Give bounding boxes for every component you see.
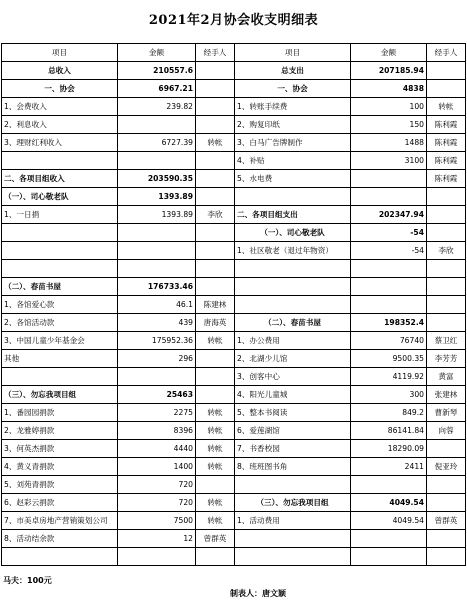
expense-item: 1、办公费用 (235, 332, 351, 350)
income-amount: 1400 (118, 458, 196, 476)
expense-item: 2、北湖少儿馆 (235, 350, 351, 368)
expense-handler-header: 经手人 (427, 44, 466, 62)
income-amount: 720 (118, 494, 196, 512)
expense-amount: 4119.92 (351, 368, 427, 386)
assoc-expense-label: 一、协会 (235, 80, 351, 98)
income-item: 其他 (2, 350, 118, 368)
income-handler (196, 98, 235, 116)
income-amount-header: 金额 (118, 44, 196, 62)
expense-item: 8、班班图书角 (235, 458, 351, 476)
header-row (2, 44, 466, 62)
income-amount: 6727.39 (118, 134, 196, 152)
spring-income-label: （二）、春苗书屋 (2, 278, 118, 296)
income-handler (196, 350, 235, 368)
income-item: 5、刘苑青捐款 (2, 476, 118, 494)
totals-row (2, 62, 466, 80)
expense-handler: 陈利霞 (427, 152, 466, 170)
expense-amount-header: 金额 (351, 44, 427, 62)
expense-handler: 陈利霞 (427, 134, 466, 152)
expense-item: 3、白马广告牌制作 (235, 134, 351, 152)
total-expense-amount: 207185.94 (351, 62, 427, 80)
income-handler: 转帐 (196, 440, 235, 458)
expense-item-header: 项目 (235, 44, 351, 62)
expense-handler: 曾群英 (427, 512, 466, 530)
income-handler: 转帐 (196, 458, 235, 476)
project-expense-amount: 202347.94 (351, 206, 427, 224)
table-row (2, 188, 466, 206)
project-income-label: 二、各项目组收入 (2, 170, 118, 188)
table-row (2, 404, 466, 422)
expense-item: 4、补贴 (235, 152, 351, 170)
spring-expense-amount: 198352.4 (351, 314, 427, 332)
income-amount: 2275 (118, 404, 196, 422)
table-row (2, 170, 466, 188)
project-expense-label: 二、各项目组支出 (235, 206, 351, 224)
income-handler-header: 经手人 (196, 44, 235, 62)
income-item: 8、活动结余款 (2, 530, 118, 548)
forget-expense-label: （三）、勿忘我项目组 (235, 494, 351, 512)
elderly-income-amount: 1393.89 (118, 188, 196, 206)
prepared-by: 制表人：唐文颖 (230, 589, 286, 598)
income-amount: 4440 (118, 440, 196, 458)
forget-income-label: （三）、勿忘我项目组 (2, 386, 118, 404)
income-amount: 720 (118, 476, 196, 494)
income-handler: 转帐 (196, 494, 235, 512)
income-amount: 1393.89 (118, 206, 196, 224)
expense-handler: 曹新琴 (427, 404, 466, 422)
table-row (2, 332, 466, 350)
income-handler: 转帐 (196, 134, 235, 152)
association-row (2, 80, 466, 98)
table-row (2, 134, 466, 152)
project-income-amount: 203590.35 (118, 170, 196, 188)
income-item: 6、赵彩云捐款 (2, 494, 118, 512)
income-item: 2、利息收入 (2, 116, 118, 134)
income-handler: 转帐 (196, 422, 235, 440)
income-item: 1、一日捐 (2, 206, 118, 224)
income-handler: 转帐 (196, 512, 235, 530)
blank-row (2, 548, 466, 566)
income-amount: 12 (118, 530, 196, 548)
table-row (2, 224, 466, 242)
expense-amount: 100 (351, 98, 427, 116)
expense-handler: 张建林 (427, 386, 466, 404)
document-title: 2021年2月协会收支明细表 (148, 13, 319, 28)
income-handler (196, 116, 235, 134)
expense-amount: 4049.54 (351, 512, 427, 530)
mafu-note: 马夫：100元 (3, 576, 52, 585)
elderly-expense-label: （一）、司心敬老队 (235, 224, 351, 242)
expense-handler: 向蓉 (427, 422, 466, 440)
expense-item: 3、创客中心 (235, 368, 351, 386)
total-expense-label: 总支出 (235, 62, 351, 80)
expense-handler: 转帐 (427, 98, 466, 116)
table-row (2, 296, 466, 314)
table-row (2, 458, 466, 476)
expense-amount: 300 (351, 386, 427, 404)
income-handler: 转帐 (196, 404, 235, 422)
income-item: 4、黄义青捐款 (2, 458, 118, 476)
table-row (2, 494, 466, 512)
expense-item: 1、转账手续费 (235, 98, 351, 116)
expense-amount: -54 (351, 242, 427, 260)
expense-amount: 76740 (351, 332, 427, 350)
income-item: 3、中国儿童少年基金会 (2, 332, 118, 350)
expense-item: 7、书香校园 (235, 440, 351, 458)
income-item: 1、各馆爱心款 (2, 296, 118, 314)
income-amount: 175952.36 (118, 332, 196, 350)
expense-handler: 黄富 (427, 368, 466, 386)
expense-item: 6、爱莲湖馆 (235, 422, 351, 440)
elderly-income-label: （一）、司心敬老队 (2, 188, 118, 206)
income-amount: 439 (118, 314, 196, 332)
expense-handler: 李欣 (427, 242, 466, 260)
table-row (2, 242, 466, 260)
income-handler: 唐海英 (196, 314, 235, 332)
income-handler: 曾群英 (196, 530, 235, 548)
table-row (2, 278, 466, 296)
income-item: 7、市美卓房地产营销策划公司 (2, 512, 118, 530)
income-handler: 转帐 (196, 332, 235, 350)
elderly-expense-amount: -54 (351, 224, 427, 242)
income-handler: 李欣 (196, 206, 235, 224)
table-row (2, 314, 466, 332)
expense-amount: 150 (351, 116, 427, 134)
spring-expense-label: （二）、春苗书屋 (235, 314, 351, 332)
table-row (2, 422, 466, 440)
expense-item: 2、购复印纸 (235, 116, 351, 134)
total-income-label: 总收入 (2, 62, 118, 80)
table-row (2, 386, 466, 404)
income-handler (196, 476, 235, 494)
expense-amount: 3100 (351, 152, 427, 170)
expense-handler: 陈利霞 (427, 170, 466, 188)
table-row (2, 512, 466, 530)
income-item: 3、何英杰捐款 (2, 440, 118, 458)
expense-handler: 蔡卫红 (427, 332, 466, 350)
forget-income-amount: 25463 (118, 386, 196, 404)
table-row (2, 260, 466, 278)
expense-item: 4、阳光儿童城 (235, 386, 351, 404)
income-item: 1、会费收入 (2, 98, 118, 116)
income-amount: 8396 (118, 422, 196, 440)
expense-handler: 陈利霞 (427, 116, 466, 134)
spring-income-amount: 176733.46 (118, 278, 196, 296)
income-handler: 陈建林 (196, 296, 235, 314)
expense-amount: 1488 (351, 134, 427, 152)
expense-item: 1、社区敬老（退过年物资） (235, 242, 351, 260)
expense-handler (427, 440, 466, 458)
table-row (2, 206, 466, 224)
expense-handler: 李芳芳 (427, 350, 466, 368)
expense-amount: 9500.35 (351, 350, 427, 368)
income-item: 1、番园园捐款 (2, 404, 118, 422)
expense-item: 5、整本书阅读 (235, 404, 351, 422)
assoc-income-amount: 6967.21 (118, 80, 196, 98)
total-income-amount: 210557.6 (118, 62, 196, 80)
income-item: 2、龙雅婷捐款 (2, 422, 118, 440)
expense-amount: 18290.09 (351, 440, 427, 458)
income-amount (118, 116, 196, 134)
table-row (2, 350, 466, 368)
expense-amount: 86141.84 (351, 422, 427, 440)
income-amount: 46.1 (118, 296, 196, 314)
income-item: 3、理财红利收入 (2, 134, 118, 152)
expense-amount: 849.2 (351, 404, 427, 422)
table-row (2, 440, 466, 458)
forget-expense-amount: 4049.54 (351, 494, 427, 512)
table-row (2, 152, 466, 170)
income-amount: 7500 (118, 512, 196, 530)
expense-handler: 倪亚玲 (427, 458, 466, 476)
income-amount: 239.82 (118, 98, 196, 116)
table-row (2, 368, 466, 386)
expense-amount (351, 170, 427, 188)
table-row (2, 116, 466, 134)
income-item: 2、各馆活动款 (2, 314, 118, 332)
ledger-table (1, 43, 466, 566)
expense-item: 5、水电费 (235, 170, 351, 188)
assoc-expense-amount: 4838 (351, 80, 427, 98)
expense-amount: 2411 (351, 458, 427, 476)
income-item-header: 项目 (2, 44, 118, 62)
assoc-income-label: 一、协会 (2, 80, 118, 98)
table-row (2, 476, 466, 494)
income-amount: 296 (118, 350, 196, 368)
table-row (2, 530, 466, 548)
expense-item: 1、活动费用 (235, 512, 351, 530)
table-row (2, 98, 466, 116)
